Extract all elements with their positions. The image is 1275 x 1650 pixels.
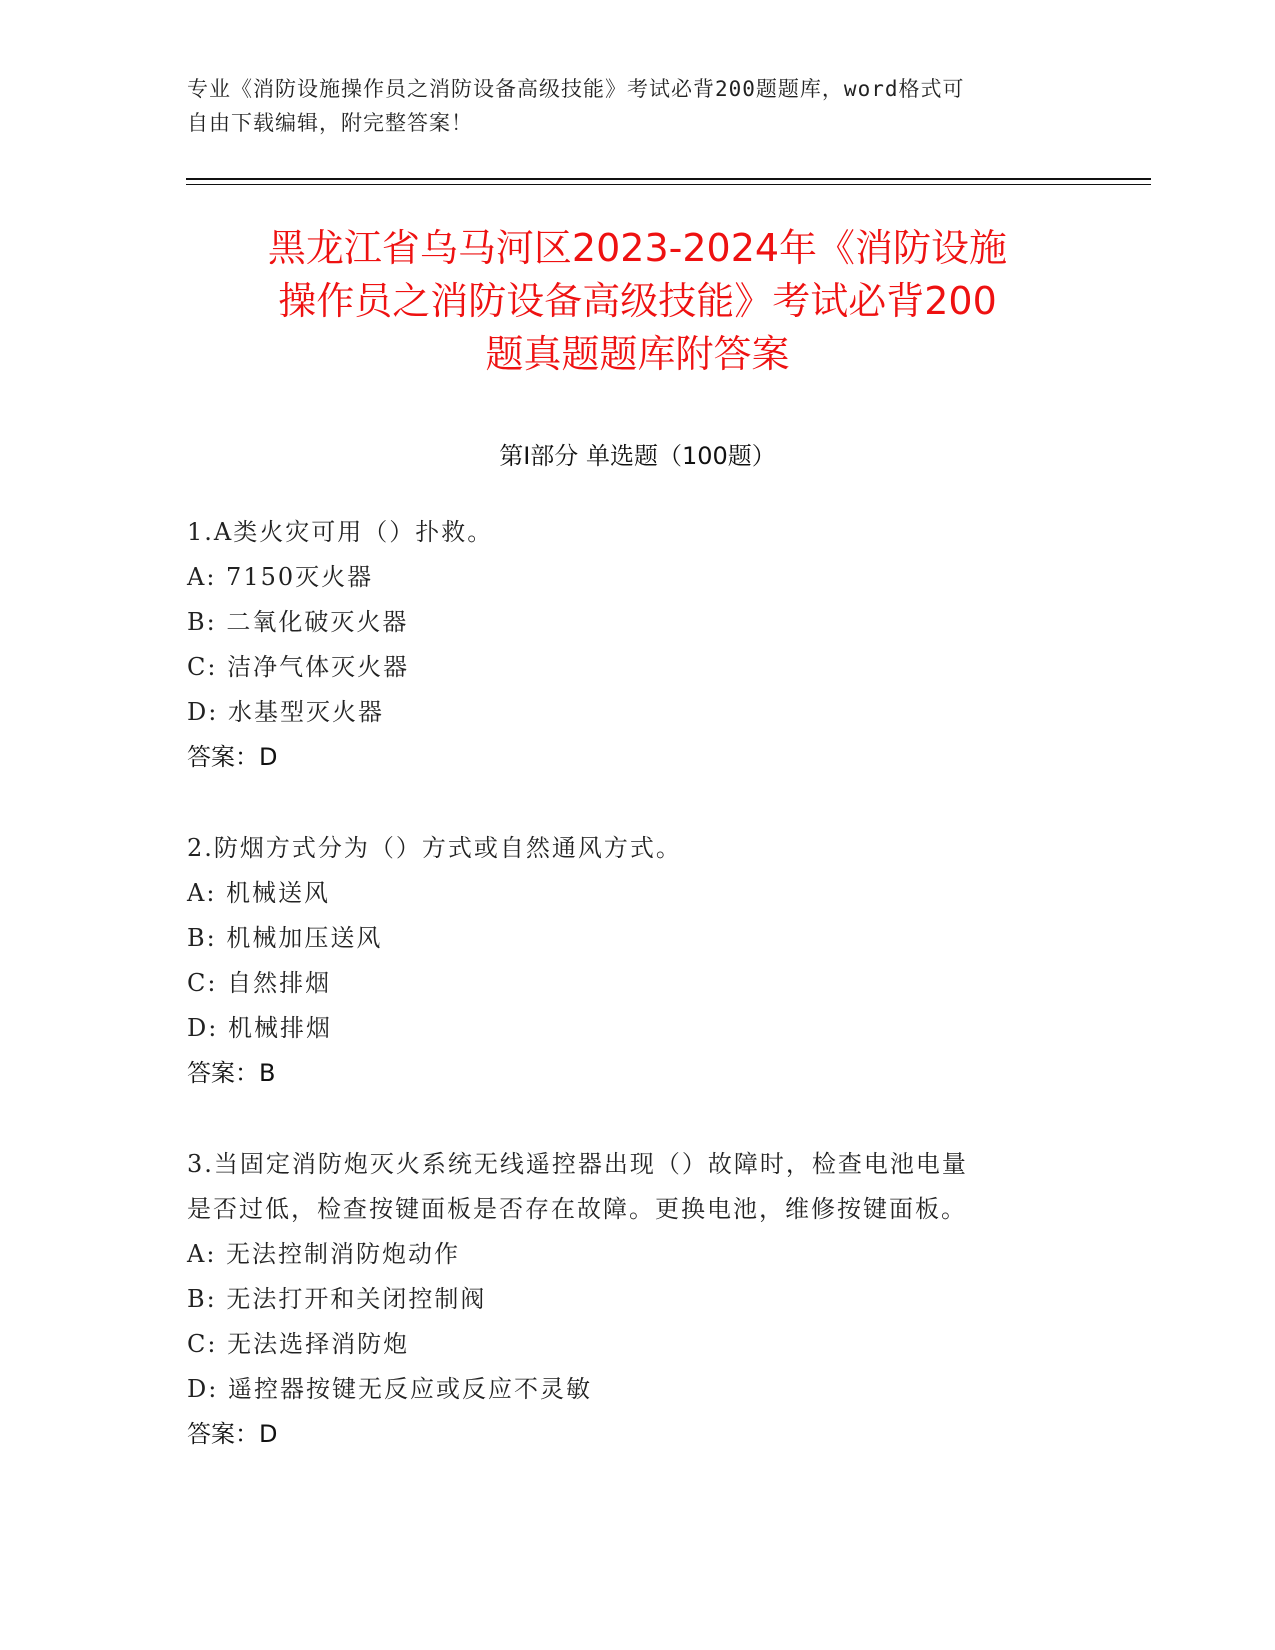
option-a: A: 无法控制消防炮动作 <box>187 1240 461 1268</box>
question-text: 1.A类火灾可用（）扑救。 <box>187 518 494 546</box>
option-d: D: 遥控器按键无反应或反应不灵敏 <box>187 1375 592 1403</box>
option-c: C: 无法选择消防炮 <box>187 1330 410 1358</box>
option-b: B: 机械加压送风 <box>187 924 383 952</box>
question-text: 2.防烟方式分为（）方式或自然通风方式。 <box>187 834 682 862</box>
document-title-line-3: 题真题题库附答案 <box>485 332 790 376</box>
section-heading: 第Ⅰ部分 单选题（100题） <box>499 442 776 470</box>
header-divider-thick <box>186 178 1151 180</box>
question-1 <box>187 510 1087 780</box>
option-b: B: 二氧化破灭火器 <box>187 608 409 636</box>
question-text-line-2: 是否过低，检查按键面板是否存在故障。更换电池，维修按键面板。 <box>187 1195 967 1223</box>
header-note-line-1: 专业《消防设施操作员之消防设备高级技能》考试必背200题题库，word格式可 <box>187 77 965 101</box>
question-text-line-1: 3.当固定消防炮灭火系统无线遥控器出现（）故障时，检查电池电量 <box>187 1150 968 1178</box>
header-note-line-2: 自由下载编辑，附完整答案！ <box>187 111 473 135</box>
option-c: C: 自然排烟 <box>187 969 332 997</box>
document-title <box>150 222 1125 381</box>
option-d: D: 机械排烟 <box>187 1014 332 1042</box>
header-divider-thin <box>186 184 1151 185</box>
header-note <box>187 72 1087 140</box>
option-a: A: 机械送风 <box>187 879 331 907</box>
document-title-line-2: 操作员之消防设备高级技能》考试必背200 <box>278 279 997 323</box>
answer: 答案：B <box>187 1059 276 1087</box>
answer: 答案：D <box>187 1420 278 1448</box>
option-c: C: 洁净气体灭火器 <box>187 653 410 681</box>
option-b: B: 无法打开和关闭控制阀 <box>187 1285 487 1313</box>
option-d: D: 水基型灭火器 <box>187 698 384 726</box>
option-a: A: 7150灭火器 <box>187 563 374 591</box>
question-3 <box>187 1142 1087 1457</box>
answer: 答案：D <box>187 743 278 771</box>
document-title-line-1: 黑龙江省乌马河区2023-2024年《消防设施 <box>267 226 1008 270</box>
question-2 <box>187 826 1087 1096</box>
